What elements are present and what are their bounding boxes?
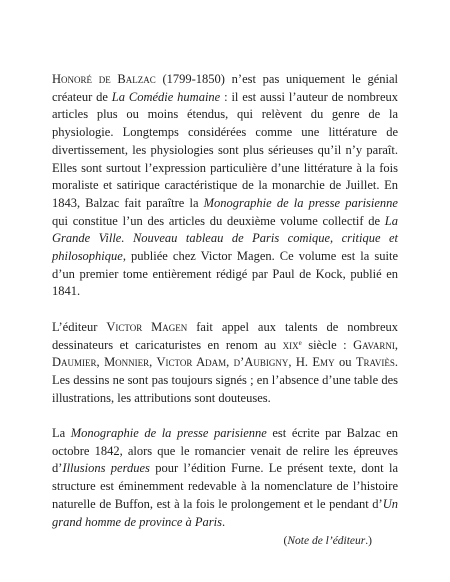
text-run: : il est aussi l’auteur de nombreux articles plus ou moins étendus, qui relèvent du genre de la physiologie. Longtemps considérées comme une littérature de divertissement, les physiologies sont plus sérieuses qu’il n’y paraît. Elles sont surtout l’expression particulière d’une littérature à la fois moraliste et satirique caractéristique de la monarchie de Juillet. En 1843, Balzac fait paraître la	[52, 89, 399, 210]
note-text: Note de l’éditeur	[287, 535, 366, 548]
paragraph-intro	[52, 71, 398, 301]
work-title: Monographie de la presse parisienne	[70, 426, 267, 441]
text-run: siècle :	[301, 337, 354, 352]
author-name: Honoré de Balzac	[52, 72, 156, 86]
text-run: (1799-1850) n’est pas uniquement le génial créateur de	[52, 72, 398, 104]
text-run: L’éditeur	[52, 319, 107, 334]
work-title: La Comédie humaine	[111, 89, 221, 104]
artist-names: Gavarni, Daumier, Monnier, Victor Adam, d’Aubigny, H. Emy	[52, 337, 398, 370]
text-run: qui constitue l’un des articles du deuxième volume collectif de	[52, 213, 385, 228]
text-run: . Les dessins ne sont pas toujours signés ; en l’absence d’une table des illustrations, les attributions sont douteuses.	[52, 355, 399, 405]
editor-note	[52, 533, 398, 549]
note-paren-open: (	[283, 535, 288, 548]
paragraph-illustrators	[52, 319, 398, 408]
work-title: Monographie de la presse parisienne	[203, 195, 398, 210]
work-title: Un grand homme de province à Paris	[52, 496, 398, 529]
work-title: Illusions perdues	[62, 461, 150, 476]
text-run: , publiée chez Victor Magen. Ce volume est la suite d’un premier tome entièrement rédigé par Paul de Kock, publié en 1841.	[52, 249, 398, 299]
century-numeral: xix	[282, 337, 299, 352]
paragraph-context	[52, 425, 398, 531]
century-superscript: e	[298, 338, 302, 347]
work-title: La Grande Ville. Nouveau tableau de Paris comique, critique et philosophique	[52, 213, 398, 264]
note-paren-close: .)	[365, 535, 372, 548]
text-run: pour l’édition Furne. Le présent texte, dont la structure est éminemment redevable à la nomenclature de l’histoire naturelle de Buffon, est à la fois le prolongement et le pendant d’	[52, 461, 398, 511]
text-run: ou	[334, 355, 356, 370]
text-run: fait appel aux talents de nombreux dessinateurs et caricaturistes en renom au	[52, 319, 398, 352]
text-run: La	[52, 426, 71, 441]
text-run: .	[222, 514, 226, 529]
editor-name: Victor Magen	[106, 319, 188, 334]
text-run: est écrite par Balzac en octobre 1842, alors que le romancier venait de relire les épreuves d’	[52, 426, 399, 476]
artist-name: Traviès	[355, 355, 395, 370]
